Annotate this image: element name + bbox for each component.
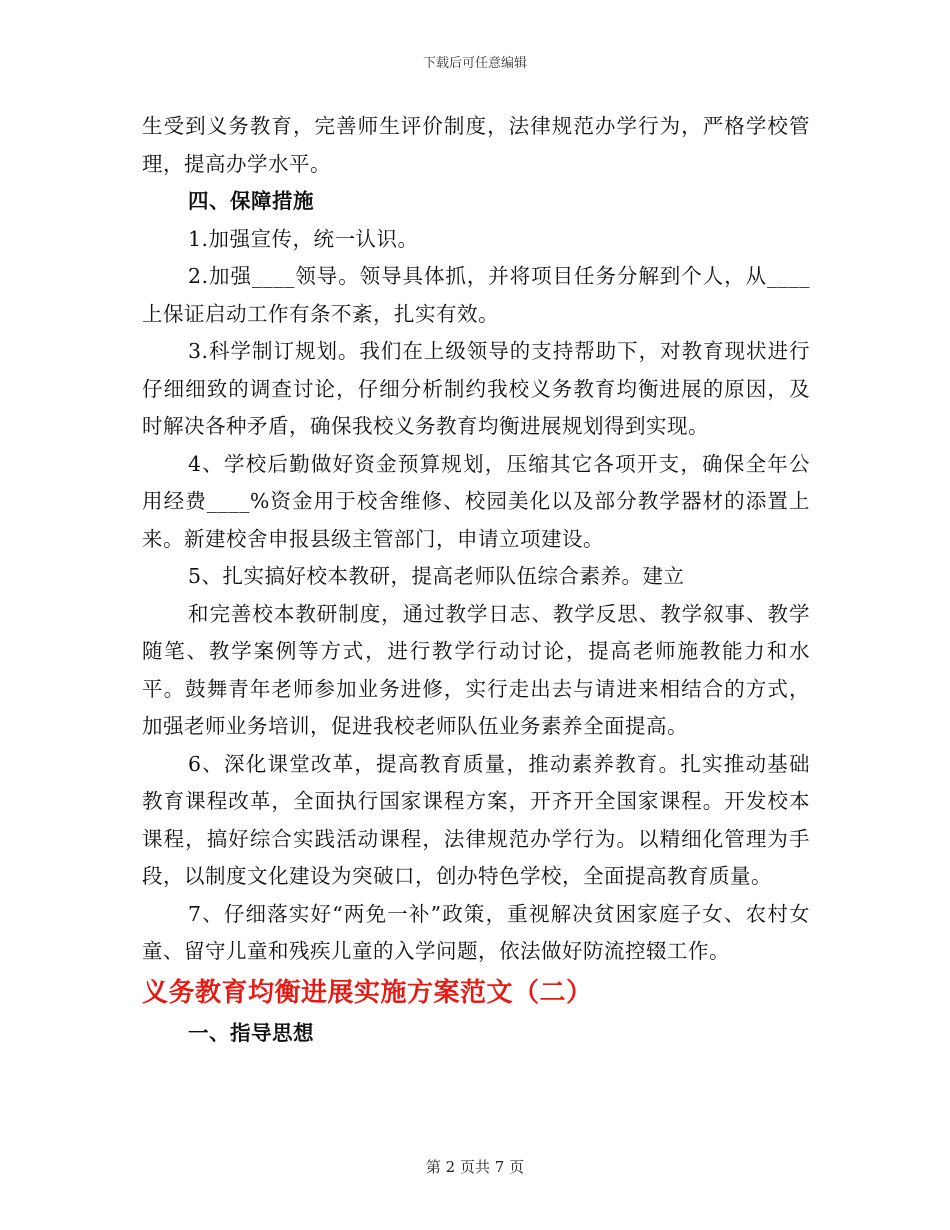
- page-header-note: 下载后可任意编辑: [422, 56, 527, 71]
- list-item-3: 3.科学制订规划。我们在上级领导的支持帮助下，对教育现状进行仔细细致的调查讨论，仔细分析制约我校义务教育均衡进展的原因，及时解决各种矛盾，确保我校义务教育均衡进展规划得到实现。: [142, 339, 810, 438]
- list-item-5-head: 5、扎实搞好校本教研，提高老师队伍综合素养。建立: [188, 564, 685, 588]
- list-item-2: 2.加强____领导。领导具体抓，并将项目任务分解到个人，从____上保证启动工作有条不紊，扎实有效。: [142, 264, 810, 326]
- list-item-5-body: 和完善校本教研制度，通过教学日志、教学反思、教学叙事、教学随笔、教学案例等方式，进行教学行动讨论，提高老师施教能力和水平。鼓舞青年老师参加业务进修，实行走出去与请进来相结合的方式，加强老师业务培训，促进我校老师队伍业务素养全面提高。: [142, 601, 810, 738]
- list-item-4: 4、学校后勤做好资金预算规划，压缩其它各项开支，确保全年公用经费____%资金用于校舍维修、校园美化以及部分教学器材的添置上来。新建校舍申报县级主管部门，申请立项建设。: [142, 451, 810, 551]
- list-item-6: 6、深化课堂改革，提高教育质量，推动素养教育。扎实推动基础教育课程改革，全面执行国家课程方案，开齐开全国家课程。开发校本课程，搞好综合实践活动课程，法律规范办学行为。以精细化管理为手段，以制度文化建设为突破口，创办特色学校，全面提高教育质量。: [142, 751, 810, 888]
- heading-section-4: 四、保障措施: [188, 189, 314, 213]
- section-title: 义务教育均衡进展实施方案范文（二）: [142, 977, 593, 1008]
- document-body: [142, 108, 810, 1052]
- list-item-1: 1.加强宣传，统一认识。: [188, 226, 419, 251]
- page-footer-number: 第 2 页共 7 页: [425, 1158, 525, 1176]
- paragraph-intro: 生受到义务教育，完善师生评价制度，法律规范办学行为，严格学校管理，提高办学水平。: [142, 114, 810, 176]
- list-item-7: 7、仔细落实好“两免一补”政策，重视解决贫困家庭子女、农村女童、留守儿童和残疾儿童的入学问题，依法做好防流控辍工作。: [142, 901, 810, 963]
- heading-section-1: 一、指导思想: [188, 1020, 314, 1045]
